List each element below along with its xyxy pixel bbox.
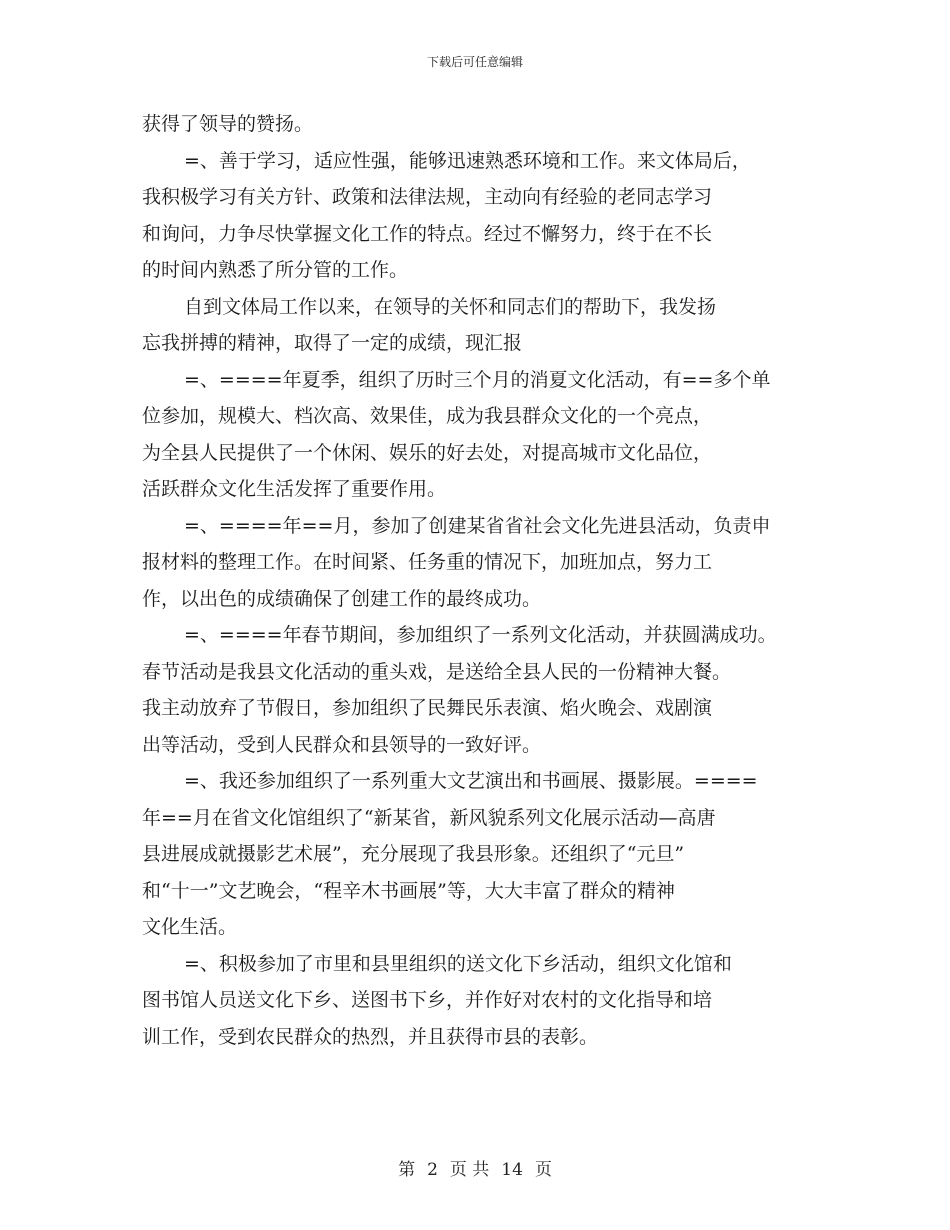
text-line: =、我还参加组织了一系列重大文艺演出和书画展、摄影展。==== [184,770,758,792]
page-footer [0,1155,950,1180]
text-line: 我积极学习有关方针、政策和法律法规，主动向有经验的老同志学习 [142,186,713,208]
page-number: 2 [427,1160,438,1180]
page-header: 下载后可任意编辑 [426,55,523,69]
text-line: 作，以出色的成绩确保了创建工作的最终成功。 [142,587,542,610]
text-line: 出等活动，受到人民群众和县领导的一致好评。 [142,733,542,756]
total-pages: 14 [501,1160,523,1180]
text-line: =、====年夏季，组织了历时三个月的消夏文化活动，有==多个单 [184,368,771,391]
document-body [142,106,832,1055]
text-line: 自到文体局工作以来，在领导的关怀和同志们的帮助下，我发扬 [184,295,717,318]
text-line: 位参加，规模大、档次高、效果佳，成为我县群众文化的一个亮点， [142,405,713,427]
text-line: 活跃群众文化生活发挥了重要作用。 [142,478,447,500]
text-line: 获得了领导的赞扬。 [142,113,314,135]
text-line: =、积极参加了市里和县里组织的送文化下乡活动，组织文化馆和 [184,952,732,975]
text-line: 报材料的整理工作。在时间紧、任务重的情况下，加班加点，努力工 [142,551,713,573]
text-line: 文化生活。 [142,916,238,938]
text-line: 春节活动是我县文化活动的重头戏，是送给全县人民的一份精神大餐。 [142,660,732,683]
text-line: 为全县人民提供了一个休闲、娱乐的好去处，对提高城市文化品位， [142,441,713,464]
footer-middle: 页 共 [449,1160,490,1180]
footer-prefix: 第 [398,1160,416,1180]
text-line: 训工作，受到农民群众的热烈，并且获得市县的表彰。 [142,1025,599,1048]
text-line: 忘我拼搏的精神，取得了一定的成绩，现汇报 [142,332,523,354]
text-line: 和询问，力争尽快掌握文化工作的特点。经过不懈努力，终于在不长 [142,222,713,245]
text-line: 县进展成就摄影艺术展”，充分展现了我县形象。还组织了“元旦” [142,843,685,865]
text-line: 图书馆人员送文化下乡、送图书下乡，并作好对农村的文化指导和培 [142,989,713,1011]
text-line: 年==月在省文化馆组织了“新某省，新风貌系列文化展示活动—高唐 [142,806,716,829]
text-line: =、====年==月，参加了创建某省省社会文化先进县活动，负责申 [184,514,771,537]
footer-suffix: 页 [534,1160,552,1180]
text-line: 的时间内熟悉了所分管的工作。 [142,259,409,281]
text-line: 我主动放弃了节假日，参加组织了民舞民乐表演、焰火晚会、戏剧演 [142,697,713,719]
text-line: =、====年春节期间，参加组织了一系列文化活动，并获圆满成功。 [184,624,777,646]
text-line: 和“十一”文艺晚会，“程辛木书画展”等，大大丰富了群众的精神 [142,879,675,902]
text-line: =、善于学习，适应性强，能够迅速熟悉环境和工作。来文体局后， [184,149,751,172]
